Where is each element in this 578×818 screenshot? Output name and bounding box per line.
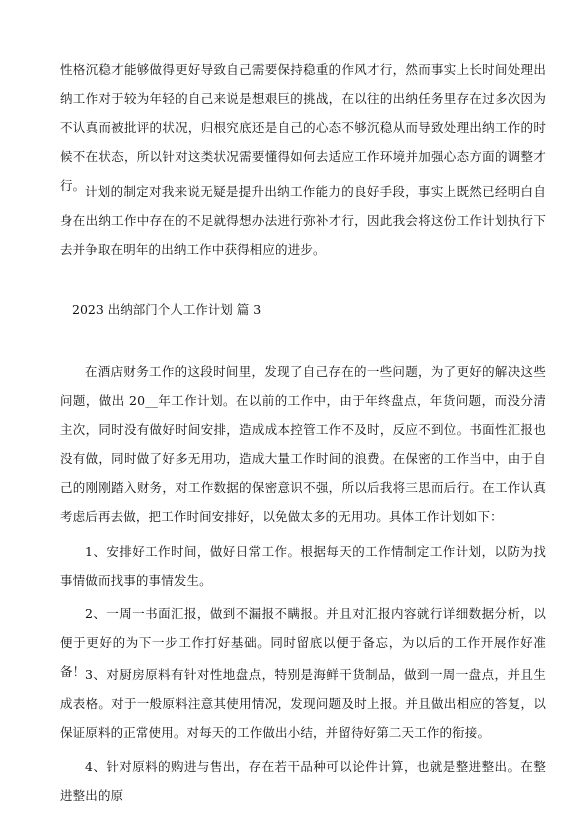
section-heading: 2023 出纳部门个人工作计划 篇 3 — [72, 302, 262, 317]
list-item: 2、一周一书面汇报，做到不漏报不瞒报。并且对汇报内容就行详细数据分析，以便于更好的为下一步工作打好基础。同时留底以便于备忘，为以后的工作开展作好准备！ — [60, 606, 546, 679]
body-paragraph: 在酒店财务工作的这段时间里，发现了自己存在的一些问题，为了更好的解决这些问题，做出 20__年工作计划。在以前的工作中，由于年终盘点，年货问题，而没分清主次，同时没有做好时间安排，造成成本控管工作不及时，反应不到位。书面性汇报也没有做，同时做了好多无用功，造成大量工作时间的浪费。在保密的工作当中，由于自己的刚刚踏入财务，对工作数据的保密意识不强，所以后我将三思而后行。在工作认真考虑后再去做，把工作时间安排好，以免做太多的无用功。具体工作计划如下： — [60, 364, 546, 524]
body-paragraph: 性格沉稳才能够做得更好导致自己需要保持稳重的作风才行，然而事实上长时间处理出纳工作对于较为年轻的自己来说是想艰巨的挑战，在以往的出纳任务里存在过多次因为不认真而被批评的状况，归根究底还是自己的心态不够沉稳从而导致处理出纳工作的时候不在状态，所以针对这类状况需要懂得如何去适应工作环境并加强心态方面的调整才行。 — [60, 62, 546, 193]
list-item: 1、安排好工作时间，做好日常工作。根据每天的工作情制定工作计划，以防为找事情做而找事的事情发生。 — [60, 544, 546, 588]
list-item: 4、针对原料的购进与售出，存在若干品种可以论件计算，也就是整进整出。在整进整出的原 — [60, 759, 546, 803]
body-paragraph: 计划的制定对我来说无疑是提升出纳工作能力的良好手段，事实上既然已经明白自身在出纳工作中存在的不足就得想办法进行弥补才行，因此我会将这份工作计划执行下去并争取在明年的出纳工作中获得相应的进步。 — [60, 184, 546, 257]
list-item: 3、对厨房原料有针对性地盘点，特别是海鲜干货制品，做到一周一盘点，并且生成表格。对于一般原料注意其使用情况，发现问题及时上报。并且做出相应的答复，以保证原料的正常使用。对每天的工作做出小结，并留待好第二天工作的衔接。 — [60, 667, 546, 740]
